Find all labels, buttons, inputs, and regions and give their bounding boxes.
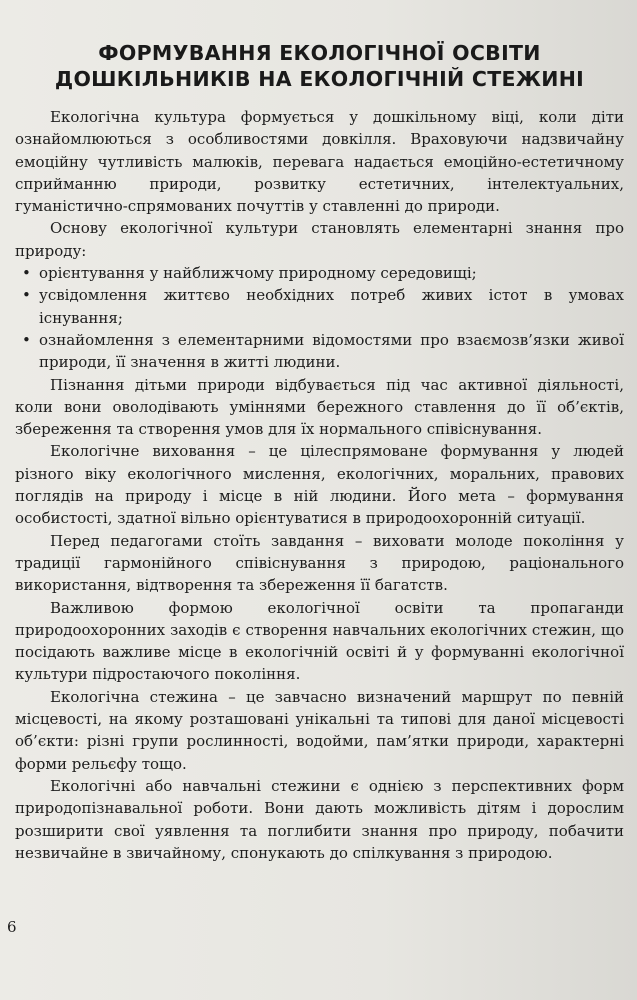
list-item: [22, 262, 624, 284]
bullet-icon: •: [22, 330, 31, 349]
page-number: 6: [7, 918, 17, 936]
list-item-text: усвідомлення життєво необхідних потреб живих істот в умовах існування;: [39, 286, 624, 327]
list-item: [22, 284, 624, 329]
list-item-text: орієнтування у найближчому природному середовищі;: [39, 264, 477, 283]
paragraph-2: Основу екологічної культури становлять елементарні знання про природу:: [15, 219, 624, 260]
article-body: [15, 106, 624, 864]
paragraph-6: Важливою формою екологічної освіти та пропаганди природоохоронних заходів є створення навчальних екологічних стежин, що посідають важливе місце в екологічній освіті й у формуванні екологічної культури підростаючого покоління.: [15, 598, 624, 684]
list-item: [22, 329, 624, 374]
title-line-1: ФОРМУВАННЯ ЕКОЛОГІЧНОЇ ОСВІТИ: [98, 41, 541, 65]
bullet-list: [15, 262, 624, 373]
bullet-icon: •: [22, 286, 31, 305]
paragraph-4: Екологічне виховання – це цілеспрямоване формування у людей різного віку екологічного мислення, екологічних, моральних, правових поглядів на природу і місце в ній людини. Його мета – формування особистості, здатної вільно орієнтуватися в природоохоронній ситуації.: [15, 442, 624, 528]
paragraph-1: Екологічна культура формується у дошкільному віці, коли діти ознайомлюються з особливостями довкілля. Враховуючи надзвичайну емоційну чутливість малюків, перевага надається емоційно-естетичному сприйманню природи, розвитку естетичних, інтелектуальних, гуманістично-спрямованих почуттів у ставленні до природи.: [15, 108, 624, 216]
paragraph-7: Екологічна стежина – це завчасно визначений маршрут по певній місцевості, на якому розташовані унікальні та типові для даної місцевості об’єкти: різні групи рослинності, водойми, пам’ятки природи, характерні форми рельєфу тощо.: [15, 687, 624, 773]
paragraph-3: Пізнання дітьми природи відбувається під час активної діяльності, коли вони оволодівають уміннями бережного ставлення до її об’єктів, збереження та створення умов для їх нормального співіснування.: [15, 375, 624, 439]
list-item-text: ознайомлення з елементарними відомостями про взаємозв’язки живої природи, її значення в житті людини.: [39, 330, 624, 372]
paragraph-5: Перед педагогами стоїть завдання – виховати молоде покоління у традиції гармонійного співіснування з природою, раціонального використання, відтворення та збереження її багатств.: [15, 531, 624, 595]
bullet-icon: •: [22, 264, 31, 283]
page-title: [15, 40, 624, 92]
paragraph-8: Екологічні або навчальні стежини є однією з перспективних форм природопізнавальної роботи. Вони дають можливість дітям і дорослим розширити свої уявлення та поглибити знання про природу, побачити незвичайне в звичайному, спонукають до спілкування з природою.: [15, 776, 624, 862]
title-line-2: ДОШКІЛЬНИКІВ НА ЕКОЛОГІЧНІЙ СТЕЖИНІ: [54, 67, 585, 91]
